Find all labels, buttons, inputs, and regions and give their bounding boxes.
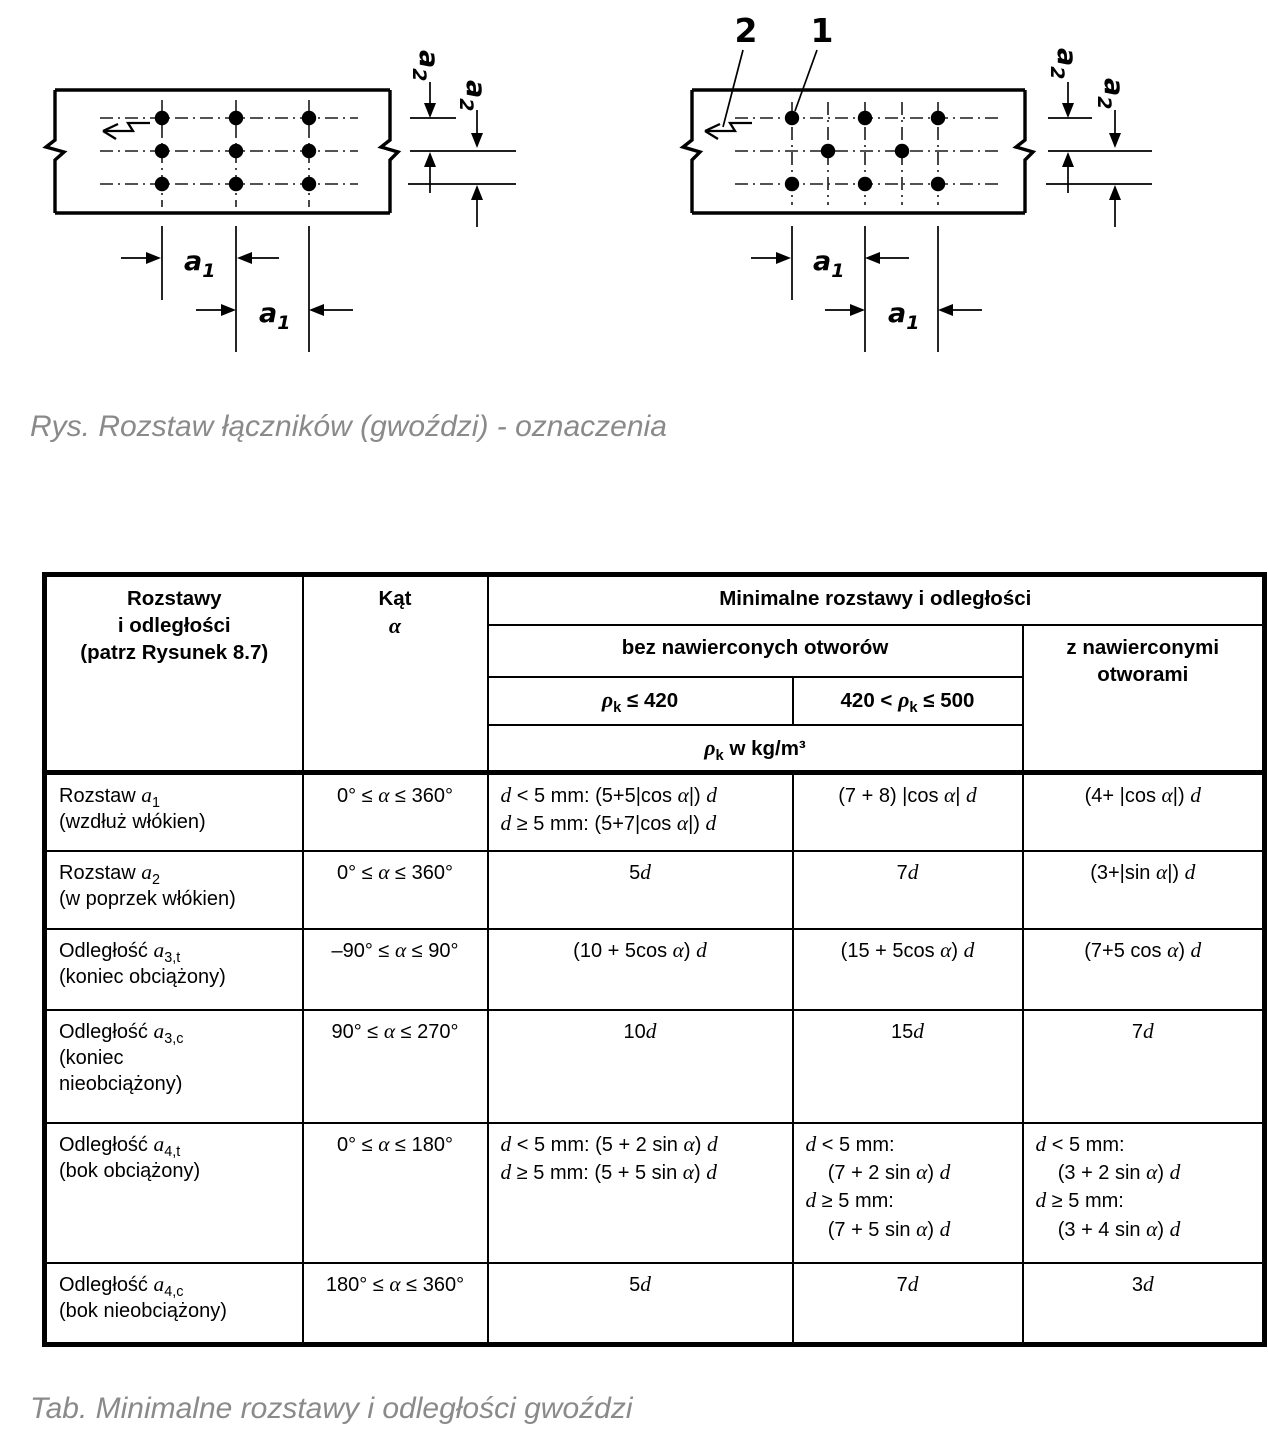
dim-label-a1: $a_1$: [813, 246, 845, 282]
dim-label-a2: $a_2$: [1093, 78, 1129, 110]
header-spacings: Rozstawy i odległości (patrz Rysunek 8.7): [45, 575, 303, 773]
angle-range: 0° ≤ α ≤ 180°: [303, 1123, 488, 1263]
callouts: [723, 11, 833, 127]
value-no-holes-low: (10 + 5cos α) d: [488, 929, 793, 1010]
break-line-right: [381, 90, 398, 213]
value-with-holes: (3+|sin α|) d: [1023, 851, 1265, 929]
value-no-holes-low: 5d: [488, 851, 793, 929]
break-line-left: [683, 90, 700, 213]
header-group-min: Minimalne rozstawy i odległości: [488, 575, 1265, 625]
a2-dimensions: [1046, 48, 1152, 227]
figure-caption: Rys. Rozstaw łączników (gwoździ) - oznaczenia: [30, 410, 667, 443]
value-no-holes-high: 7d: [793, 1263, 1023, 1345]
grain-direction-arrow: [705, 123, 752, 139]
a1-dimensions: [121, 226, 353, 352]
value-no-holes-low: d < 5 mm: (5 + 2 sin α) d d ≥ 5 mm: (5 + 5 sin α) d: [488, 1123, 793, 1263]
header-density-high: $420 < \rho_k \le 500$: [793, 677, 1023, 725]
angle-range: 0° ≤ α ≤ 360°: [303, 773, 488, 851]
dim-label-a1: $a_1$: [888, 298, 920, 334]
value-no-holes-high: 15d: [793, 1010, 1023, 1123]
diagram-aligned-nails: [46, 50, 516, 352]
value-no-holes-low: 5d: [488, 1263, 793, 1345]
value-with-holes: 3d: [1023, 1263, 1265, 1345]
grain-direction-arrow: [103, 123, 150, 139]
a2-dimensions: [408, 50, 516, 227]
dim-label-a2: $a_2$: [1046, 48, 1082, 80]
angle-range: 180° ≤ α ≤ 360°: [303, 1263, 488, 1345]
row-name: Odległość $a_{4,t}$ (bok obciążony): [45, 1123, 303, 1263]
value-no-holes-high: d < 5 mm: (7 + 2 sin α) d d ≥ 5 mm: (7 + 5 sin α) d: [793, 1123, 1023, 1263]
table-row: [45, 1263, 1265, 1345]
value-with-holes: 7d: [1023, 1010, 1265, 1123]
angle-range: –90° ≤ α ≤ 90°: [303, 929, 488, 1010]
value-with-holes: (7+5 cos α) d: [1023, 929, 1265, 1010]
value-no-holes-high: 7d: [793, 851, 1023, 929]
table-row: [45, 1010, 1265, 1123]
table-row: [45, 851, 1265, 929]
dim-label-a1: $a_1$: [259, 298, 291, 334]
callout-grain: 2: [734, 11, 758, 50]
table-row: [45, 1123, 1265, 1263]
value-no-holes-high: (15 + 5cos α) d: [793, 929, 1023, 1010]
table-caption: Tab. Minimalne rozstawy i odległości gwoździ: [30, 1392, 633, 1425]
header-without-holes: bez nawierconych otworów: [488, 625, 1023, 677]
a1-dimensions: [751, 226, 982, 352]
angle-range: 0° ≤ α ≤ 360°: [303, 851, 488, 929]
table-row: [45, 773, 1265, 851]
value-no-holes-high: (7 + 8) |cos α| d: [793, 773, 1023, 851]
table-row: [45, 929, 1265, 1010]
break-line-right: [1016, 90, 1033, 213]
header-density-unit: $\rho_k$ w kg/m³: [488, 725, 1023, 773]
dim-label-a2: $a_2$: [408, 50, 444, 82]
header-with-holes: z nawierconymi otworami: [1023, 625, 1265, 773]
angle-range: 90° ≤ α ≤ 270°: [303, 1010, 488, 1123]
dim-label-a2: $a_2$: [455, 80, 491, 112]
dim-label-a1: $a_1$: [184, 246, 216, 282]
nail-spacing-diagrams: [0, 0, 1268, 400]
row-name: Odległość $a_{4,c}$ (bok nieobciążony): [45, 1263, 303, 1345]
row-name: Odległość $a_{3,t}$ (koniec obciążony): [45, 929, 303, 1010]
header-density-low: $\rho_k \le 420$: [488, 677, 793, 725]
value-no-holes-low: 10d: [488, 1010, 793, 1123]
table-header: [45, 575, 1265, 773]
value-no-holes-low: d < 5 mm: (5+5|cos α|) d d ≥ 5 mm: (5+7|cos α|) d: [488, 773, 793, 851]
row-name: Odległość $a_{3,c}$ (koniec nieobciążony): [45, 1010, 303, 1123]
value-with-holes: d < 5 mm: (3 + 2 sin α) d d ≥ 5 mm: (3 + 4 sin α) d: [1023, 1123, 1265, 1263]
value-with-holes: (4+ |cos α|) d: [1023, 773, 1265, 851]
header-angle: Kąt α: [303, 575, 488, 773]
diagram-staggered-nails: [683, 11, 1152, 352]
nail-spacing-table: [42, 572, 1267, 1347]
row-name: Rozstaw $a_1$ (wzdłuż włókien): [45, 773, 303, 851]
callout-nail: 1: [810, 11, 834, 50]
row-name: Rozstaw $a_2$ (w poprzek włókien): [45, 851, 303, 929]
break-line-left: [46, 90, 64, 213]
